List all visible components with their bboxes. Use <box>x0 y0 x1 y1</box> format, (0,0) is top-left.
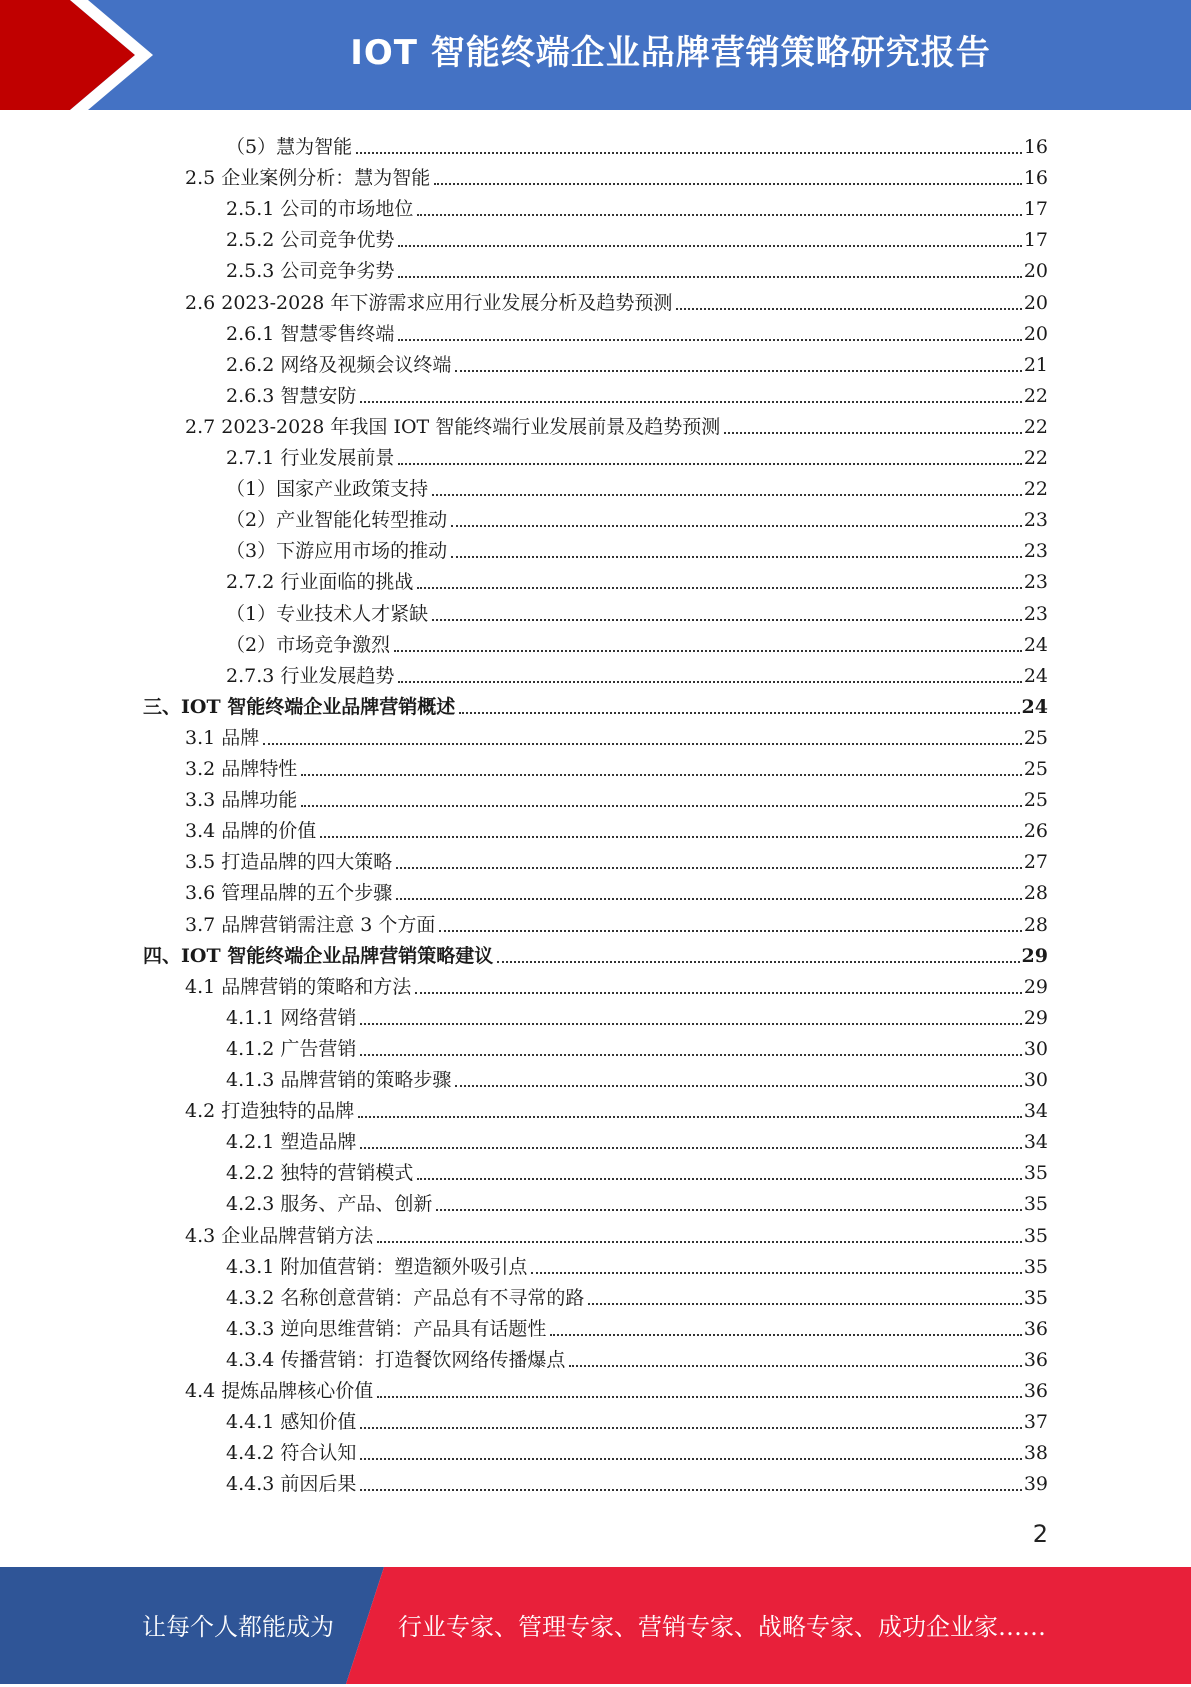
toc-entry[interactable] <box>226 1154 1048 1185</box>
toc-entry-page: 35 <box>1023 1162 1048 1184</box>
toc-entry-page: 36 <box>1023 1349 1048 1371</box>
toc-dot-leader <box>398 245 1021 247</box>
toc-entry-page: 24 <box>1023 634 1048 656</box>
toc-entry-page: 17 <box>1023 229 1048 251</box>
toc-entry-page: 25 <box>1023 758 1048 780</box>
report-title: IOT 智能终端企业品牌营销策略研究报告 <box>350 33 991 73</box>
toc-dot-leader <box>439 930 1021 932</box>
toc-entry[interactable] <box>185 781 1048 812</box>
toc-dot-leader <box>550 1334 1021 1336</box>
toc-dot-leader <box>455 370 1021 372</box>
toc-entry-label: 4.3 企业品牌营销方法 <box>185 1225 374 1247</box>
toc-entry-page: 38 <box>1023 1442 1048 1464</box>
toc-entry-label: （2）市场竞争激烈 <box>226 634 391 656</box>
toc-entry-label: 4.1.2 广告营销 <box>226 1038 357 1060</box>
toc-dot-leader <box>588 1303 1021 1305</box>
toc-dot-leader <box>398 681 1021 683</box>
toc-entry-page: 28 <box>1023 914 1048 936</box>
toc-entry-page: 20 <box>1023 292 1048 314</box>
toc-dot-leader <box>301 774 1022 776</box>
toc-entry[interactable] <box>185 1092 1048 1123</box>
toc-entry[interactable] <box>226 252 1048 283</box>
toc-entry-label: 3.6 管理品牌的五个步骤 <box>185 882 393 904</box>
toc-dot-leader <box>459 712 1019 714</box>
toc-dot-leader <box>263 743 1022 745</box>
toc-entry-label: 4.3.1 附加值营销：塑造额外吸引点 <box>226 1256 528 1278</box>
toc-dot-leader <box>396 867 1022 869</box>
toc-entry-label: 2.6.1 智慧零售终端 <box>226 323 395 345</box>
toc-entry[interactable] <box>226 1061 1048 1092</box>
toc-entry[interactable] <box>226 532 1048 563</box>
toc-entry[interactable] <box>226 439 1048 470</box>
toc-entry-label: 2.5.1 公司的市场地位 <box>226 198 414 220</box>
toc-entry-page: 35 <box>1023 1256 1048 1278</box>
toc-dot-leader <box>398 339 1021 341</box>
toc-dot-leader <box>455 1085 1021 1087</box>
toc-entry-label: （2）产业智能化转型推动 <box>226 509 448 531</box>
toc-entry-label: 3.5 打造品牌的四大策略 <box>185 851 393 873</box>
toc-entry-label: 2.5 企业案例分析：慧为智能 <box>185 167 431 189</box>
toc-entry-label: 2.5.3 公司竞争劣势 <box>226 260 395 282</box>
toc-entry-page: 35 <box>1023 1287 1048 1309</box>
toc-dot-leader <box>432 494 1022 496</box>
toc-entry-page: 36 <box>1023 1318 1048 1340</box>
toc-entry[interactable] <box>226 1279 1048 1310</box>
toc-entry[interactable] <box>185 719 1048 750</box>
toc-entry-label: 2.6.3 智慧安防 <box>226 385 357 407</box>
toc-entry-page: 22 <box>1023 478 1048 500</box>
toc-dot-leader <box>398 463 1021 465</box>
toc-entry-page: 36 <box>1023 1380 1048 1402</box>
toc-entry[interactable] <box>226 315 1048 346</box>
toc-entry[interactable] <box>226 346 1048 377</box>
toc-entry[interactable] <box>185 968 1048 999</box>
toc-entry-page: 21 <box>1023 354 1048 376</box>
toc-dot-leader <box>415 992 1022 994</box>
toc-entry[interactable] <box>226 1310 1048 1341</box>
toc-entry[interactable] <box>226 221 1048 252</box>
toc-entry-label: 4.4.3 前因后果 <box>226 1473 357 1495</box>
page-number: 2 <box>1032 1520 1048 1548</box>
toc-entry-page: 37 <box>1023 1411 1048 1433</box>
toc-entry[interactable] <box>226 563 1048 594</box>
toc-dot-leader <box>396 898 1022 900</box>
toc-entry-page: 20 <box>1023 260 1048 282</box>
toc-entry-label: 三、IOT 智能终端企业品牌营销概述 <box>143 696 456 718</box>
toc-entry-page: 29 <box>1021 945 1048 967</box>
toc-entry-page: 24 <box>1021 696 1048 718</box>
footer-slogan-right: 行业专家、管理专家、营销专家、战略专家、成功企业家…… <box>398 1613 1046 1641</box>
toc-entry[interactable] <box>185 843 1048 874</box>
toc-entry[interactable] <box>226 377 1048 408</box>
toc-dot-leader <box>436 1209 1021 1211</box>
toc-entry-page: 22 <box>1023 447 1048 469</box>
toc-entry-label: （1）专业技术人才紧缺 <box>226 603 429 625</box>
toc-entry[interactable] <box>226 1341 1048 1372</box>
toc-dot-leader <box>377 1396 1022 1398</box>
toc-entry[interactable] <box>185 284 1048 315</box>
toc-entry-label: 3.7 品牌营销需注意 3 个方面 <box>185 914 436 936</box>
toc-dot-leader <box>360 1023 1021 1025</box>
toc-entry-label: 4.2.3 服务、产品、创新 <box>226 1193 433 1215</box>
toc-dot-leader <box>451 525 1022 527</box>
toc-entry-page: 29 <box>1023 976 1048 998</box>
toc-entry[interactable] <box>226 1403 1048 1434</box>
toc-dot-leader <box>360 1458 1021 1460</box>
toc-entry-label: 2.7.3 行业发展趋势 <box>226 665 395 687</box>
toc-entry-page: 23 <box>1023 540 1048 562</box>
page-header <box>0 0 1191 110</box>
toc-entry-page: 28 <box>1023 882 1048 904</box>
toc-entry[interactable] <box>226 190 1048 221</box>
toc-entry-page: 26 <box>1023 820 1048 842</box>
toc-entry-label: 3.4 品牌的价值 <box>185 820 317 842</box>
toc-entry-label: 四、IOT 智能终端企业品牌营销策略建议 <box>143 945 494 967</box>
toc-dot-leader <box>301 805 1022 807</box>
toc-entry-label: 4.3.4 传播营销：打造餐饮网络传播爆点 <box>226 1349 566 1371</box>
toc-entry-label: 3.3 品牌功能 <box>185 789 298 811</box>
toc-entry[interactable] <box>185 408 1048 439</box>
toc-entry[interactable] <box>185 906 1048 937</box>
toc-entry[interactable] <box>226 1030 1048 1061</box>
page-footer <box>0 1567 1191 1684</box>
toc-dot-leader <box>360 401 1021 403</box>
toc-entry[interactable] <box>226 1185 1048 1216</box>
toc-entry-page: 20 <box>1023 323 1048 345</box>
toc-entry[interactable] <box>143 688 1048 719</box>
toc-entry-label: 4.1.3 品牌营销的策略步骤 <box>226 1069 452 1091</box>
toc-dot-leader <box>360 1147 1021 1149</box>
toc-entry-page: 23 <box>1023 603 1048 625</box>
toc-dot-leader <box>434 183 1022 185</box>
toc-entry-label: 3.2 品牌特性 <box>185 758 298 780</box>
toc-dot-leader <box>569 1365 1021 1367</box>
toc-entry[interactable] <box>143 937 1048 968</box>
toc-entry[interactable] <box>226 470 1048 501</box>
toc-entry-page: 22 <box>1023 385 1048 407</box>
toc-entry-label: （5）慧为智能 <box>226 136 353 158</box>
toc-entry-label: 2.7.2 行业面临的挑战 <box>226 571 414 593</box>
toc-dot-leader <box>394 650 1022 652</box>
toc-entry-page: 34 <box>1023 1131 1048 1153</box>
toc-dot-leader <box>417 1178 1021 1180</box>
toc-entry-label: 4.1 品牌营销的策略和方法 <box>185 976 412 998</box>
toc-entry[interactable] <box>185 1217 1048 1248</box>
toc-entry-page: 30 <box>1023 1069 1048 1091</box>
toc-entry[interactable] <box>226 1434 1048 1465</box>
toc-entry[interactable] <box>226 1248 1048 1279</box>
toc-entry[interactable] <box>226 595 1048 626</box>
toc-entry-label: 4.3.2 名称创意营销：产品总有不寻常的路 <box>226 1287 585 1309</box>
toc-entry-label: 4.1.1 网络营销 <box>226 1007 357 1029</box>
toc-entry-page: 25 <box>1023 789 1048 811</box>
toc-entry-page: 22 <box>1023 416 1048 438</box>
toc-dot-leader <box>676 308 1021 310</box>
toc-entry-label: 4.2.2 独特的营销模式 <box>226 1162 414 1184</box>
toc-entry-label: 4.4.2 符合认知 <box>226 1442 357 1464</box>
toc-entry-label: 4.4.1 感知价值 <box>226 1411 357 1433</box>
toc-entry-page: 23 <box>1023 571 1048 593</box>
toc-entry-label: 4.3.3 逆向思维营销：产品具有话题性 <box>226 1318 547 1340</box>
toc-dot-leader <box>360 1054 1021 1056</box>
toc-dot-leader <box>358 1116 1022 1118</box>
toc-entry-page: 16 <box>1023 136 1048 158</box>
toc-entry-label: （1）国家产业政策支持 <box>226 478 429 500</box>
toc-dot-leader <box>724 432 1022 434</box>
toc-dot-leader <box>432 619 1022 621</box>
toc-entry[interactable] <box>226 626 1048 657</box>
toc-dot-leader <box>417 587 1021 589</box>
toc-dot-leader <box>360 1427 1021 1429</box>
toc-entry-page: 16 <box>1023 167 1048 189</box>
toc-entry[interactable] <box>226 1465 1048 1496</box>
toc-entry-label: 2.6.2 网络及视频会议终端 <box>226 354 452 376</box>
toc-dot-leader <box>417 214 1021 216</box>
toc-dot-leader <box>398 276 1021 278</box>
toc-entry-label: 4.4 提炼品牌核心价值 <box>185 1380 374 1402</box>
toc-entry[interactable] <box>226 1123 1048 1154</box>
toc-entry-page: 39 <box>1023 1473 1048 1495</box>
toc-entry-page: 17 <box>1023 198 1048 220</box>
toc-entry-page: 35 <box>1023 1193 1048 1215</box>
toc-entry[interactable] <box>185 874 1048 905</box>
toc-dot-leader <box>356 152 1022 154</box>
toc-entry-page: 34 <box>1023 1100 1048 1122</box>
toc-entry[interactable] <box>185 750 1048 781</box>
toc-entry-page: 29 <box>1023 1007 1048 1029</box>
toc-entry[interactable] <box>226 657 1048 688</box>
toc-entry[interactable] <box>185 1372 1048 1403</box>
toc-entry[interactable] <box>226 128 1048 159</box>
toc-entry[interactable] <box>185 159 1048 190</box>
toc-dot-leader <box>451 556 1022 558</box>
toc-entry-page: 25 <box>1023 727 1048 749</box>
toc-entry-label: 2.7.1 行业发展前景 <box>226 447 395 469</box>
toc-dot-leader <box>360 1489 1021 1491</box>
toc-entry-page: 30 <box>1023 1038 1048 1060</box>
footer-slogan-left: 让每个人都能成为 <box>142 1613 334 1641</box>
toc-entry-label: 3.1 品牌 <box>185 727 260 749</box>
toc-dot-leader <box>531 1272 1021 1274</box>
header-chevron-decoration <box>0 0 160 110</box>
toc-entry[interactable] <box>226 999 1048 1030</box>
toc-dot-leader <box>497 961 1019 963</box>
toc-entry-page: 27 <box>1023 851 1048 873</box>
toc-entry[interactable] <box>185 812 1048 843</box>
toc-entry-page: 35 <box>1023 1225 1048 1247</box>
toc-entry-label: 4.2.1 塑造品牌 <box>226 1131 357 1153</box>
toc-entry-label: 2.5.2 公司竞争优势 <box>226 229 395 251</box>
toc-dot-leader <box>377 1241 1022 1243</box>
toc-entry-page: 24 <box>1023 665 1048 687</box>
toc-entry-label: 4.2 打造独特的品牌 <box>185 1100 355 1122</box>
toc-entry-label: （3）下游应用市场的推动 <box>226 540 448 562</box>
toc-entry-page: 23 <box>1023 509 1048 531</box>
toc-entry-label: 2.6 2023-2028 年下游需求应用行业发展分析及趋势预测 <box>185 292 673 314</box>
toc-entry-label: 2.7 2023-2028 年我国 IOT 智能终端行业发展前景及趋势预测 <box>185 416 721 438</box>
toc-dot-leader <box>320 836 1022 838</box>
toc-entry[interactable] <box>226 501 1048 532</box>
